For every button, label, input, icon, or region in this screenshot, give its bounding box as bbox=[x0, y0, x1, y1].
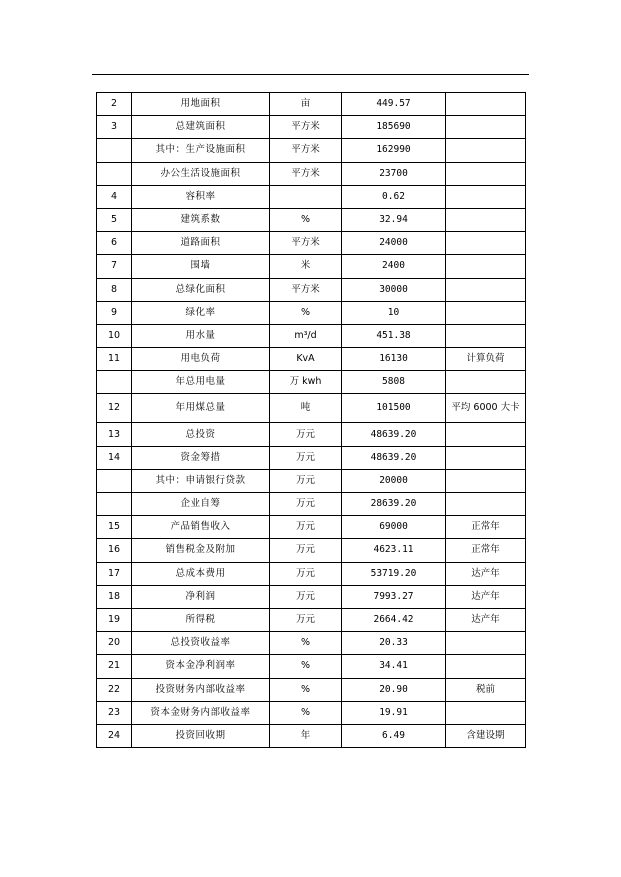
table-row bbox=[97, 348, 526, 371]
unit: 平方米 bbox=[270, 162, 342, 185]
unit: 万元 bbox=[270, 608, 342, 631]
row-number bbox=[97, 493, 132, 516]
table-row bbox=[97, 678, 526, 701]
unit: % bbox=[270, 701, 342, 724]
item-name: 用水量 bbox=[132, 324, 270, 347]
row-number: 12 bbox=[97, 394, 132, 423]
item-name: 道路面积 bbox=[132, 232, 270, 255]
table-row bbox=[97, 93, 526, 116]
value: 5808 bbox=[342, 371, 446, 394]
value: 20.90 bbox=[342, 678, 446, 701]
value: 2400 bbox=[342, 255, 446, 278]
table-row bbox=[97, 701, 526, 724]
unit: % bbox=[270, 655, 342, 678]
value: 28639.20 bbox=[342, 493, 446, 516]
item-name: 总投资收益率 bbox=[132, 632, 270, 655]
note bbox=[446, 655, 526, 678]
note: 税前 bbox=[446, 678, 526, 701]
item-name: 年总用电量 bbox=[132, 371, 270, 394]
unit: m³/d bbox=[270, 324, 342, 347]
note: 含建设期 bbox=[446, 724, 526, 747]
value: 23700 bbox=[342, 162, 446, 185]
note: 达产年 bbox=[446, 585, 526, 608]
row-number: 16 bbox=[97, 539, 132, 562]
item-name: 总建筑面积 bbox=[132, 116, 270, 139]
value: 19.91 bbox=[342, 701, 446, 724]
value: 20.33 bbox=[342, 632, 446, 655]
item-name: 资本金净利润率 bbox=[132, 655, 270, 678]
value: 0.62 bbox=[342, 185, 446, 208]
item-name: 所得税 bbox=[132, 608, 270, 631]
row-number: 11 bbox=[97, 348, 132, 371]
value: 162990 bbox=[342, 139, 446, 162]
value: 6.49 bbox=[342, 724, 446, 747]
note: 正常年 bbox=[446, 539, 526, 562]
note bbox=[446, 208, 526, 231]
unit: 平方米 bbox=[270, 116, 342, 139]
table-row bbox=[97, 139, 526, 162]
unit: 吨 bbox=[270, 394, 342, 423]
row-number: 10 bbox=[97, 324, 132, 347]
row-number bbox=[97, 139, 132, 162]
note bbox=[446, 278, 526, 301]
unit: 万元 bbox=[270, 446, 342, 469]
table-row bbox=[97, 539, 526, 562]
value: 32.94 bbox=[342, 208, 446, 231]
row-number bbox=[97, 371, 132, 394]
note bbox=[446, 423, 526, 446]
note bbox=[446, 255, 526, 278]
row-number: 5 bbox=[97, 208, 132, 231]
item-name: 投资财务内部收益率 bbox=[132, 678, 270, 701]
note bbox=[446, 469, 526, 492]
table-row bbox=[97, 232, 526, 255]
row-number: 22 bbox=[97, 678, 132, 701]
unit: KvA bbox=[270, 348, 342, 371]
item-name: 绿化率 bbox=[132, 301, 270, 324]
row-number: 20 bbox=[97, 632, 132, 655]
row-number: 2 bbox=[97, 93, 132, 116]
item-name: 年用煤总量 bbox=[132, 394, 270, 423]
unit: 万元 bbox=[270, 516, 342, 539]
row-number: 6 bbox=[97, 232, 132, 255]
unit: 万元 bbox=[270, 469, 342, 492]
row-number: 14 bbox=[97, 446, 132, 469]
unit bbox=[270, 185, 342, 208]
table-row bbox=[97, 423, 526, 446]
row-number: 15 bbox=[97, 516, 132, 539]
note bbox=[446, 162, 526, 185]
row-number: 8 bbox=[97, 278, 132, 301]
value: 69000 bbox=[342, 516, 446, 539]
note: 计算负荷 bbox=[446, 348, 526, 371]
note bbox=[446, 446, 526, 469]
note bbox=[446, 701, 526, 724]
item-name: 产品销售收入 bbox=[132, 516, 270, 539]
unit: 平方米 bbox=[270, 139, 342, 162]
unit: 万元 bbox=[270, 493, 342, 516]
table-row bbox=[97, 255, 526, 278]
table-row bbox=[97, 562, 526, 585]
value: 20000 bbox=[342, 469, 446, 492]
note bbox=[446, 116, 526, 139]
value: 48639.20 bbox=[342, 446, 446, 469]
value: 30000 bbox=[342, 278, 446, 301]
table-row bbox=[97, 724, 526, 747]
note bbox=[446, 301, 526, 324]
unit: 亩 bbox=[270, 93, 342, 116]
table-row bbox=[97, 608, 526, 631]
unit: 年 bbox=[270, 724, 342, 747]
row-number: 9 bbox=[97, 301, 132, 324]
item-name: 企业自筹 bbox=[132, 493, 270, 516]
value: 4623.11 bbox=[342, 539, 446, 562]
value: 449.57 bbox=[342, 93, 446, 116]
item-name: 办公生活设施面积 bbox=[132, 162, 270, 185]
note bbox=[446, 93, 526, 116]
note bbox=[446, 324, 526, 347]
table-row bbox=[97, 324, 526, 347]
value: 7993.27 bbox=[342, 585, 446, 608]
header-rule bbox=[92, 74, 529, 75]
item-name: 销售税金及附加 bbox=[132, 539, 270, 562]
indicator-table bbox=[96, 92, 526, 748]
table-row bbox=[97, 493, 526, 516]
value: 185690 bbox=[342, 116, 446, 139]
note bbox=[446, 493, 526, 516]
note bbox=[446, 371, 526, 394]
table-row bbox=[97, 446, 526, 469]
row-number: 17 bbox=[97, 562, 132, 585]
table-body bbox=[97, 93, 526, 748]
row-number: 23 bbox=[97, 701, 132, 724]
value: 16130 bbox=[342, 348, 446, 371]
table-row bbox=[97, 185, 526, 208]
item-name: 总成本费用 bbox=[132, 562, 270, 585]
table-row bbox=[97, 116, 526, 139]
note: 达产年 bbox=[446, 608, 526, 631]
table-row bbox=[97, 394, 526, 423]
row-number: 4 bbox=[97, 185, 132, 208]
value: 451.38 bbox=[342, 324, 446, 347]
value: 53719.20 bbox=[342, 562, 446, 585]
table-row bbox=[97, 301, 526, 324]
item-name: 其中：申请银行贷款 bbox=[132, 469, 270, 492]
note bbox=[446, 139, 526, 162]
item-name: 其中：生产设施面积 bbox=[132, 139, 270, 162]
item-name: 净利润 bbox=[132, 585, 270, 608]
value: 10 bbox=[342, 301, 446, 324]
item-name: 围墙 bbox=[132, 255, 270, 278]
row-number: 3 bbox=[97, 116, 132, 139]
item-name: 用地面积 bbox=[132, 93, 270, 116]
unit: 平方米 bbox=[270, 232, 342, 255]
row-number bbox=[97, 162, 132, 185]
unit: % bbox=[270, 301, 342, 324]
note bbox=[446, 632, 526, 655]
unit: 万元 bbox=[270, 585, 342, 608]
item-name: 资金筹措 bbox=[132, 446, 270, 469]
table-row bbox=[97, 371, 526, 394]
table-row bbox=[97, 278, 526, 301]
row-number: 18 bbox=[97, 585, 132, 608]
item-name: 投资回收期 bbox=[132, 724, 270, 747]
table-row bbox=[97, 585, 526, 608]
note: 正常年 bbox=[446, 516, 526, 539]
item-name: 容积率 bbox=[132, 185, 270, 208]
unit: 平方米 bbox=[270, 278, 342, 301]
table-row bbox=[97, 516, 526, 539]
value: 34.41 bbox=[342, 655, 446, 678]
unit: 米 bbox=[270, 255, 342, 278]
row-number bbox=[97, 469, 132, 492]
table-row bbox=[97, 655, 526, 678]
unit: % bbox=[270, 678, 342, 701]
item-name: 总绿化面积 bbox=[132, 278, 270, 301]
unit: 万元 bbox=[270, 562, 342, 585]
item-name: 建筑系数 bbox=[132, 208, 270, 231]
row-number: 7 bbox=[97, 255, 132, 278]
note: 达产年 bbox=[446, 562, 526, 585]
table-row bbox=[97, 632, 526, 655]
row-number: 24 bbox=[97, 724, 132, 747]
row-number: 21 bbox=[97, 655, 132, 678]
note bbox=[446, 185, 526, 208]
table-row bbox=[97, 469, 526, 492]
table-row bbox=[97, 162, 526, 185]
value: 101500 bbox=[342, 394, 446, 423]
item-name: 资本金财务内部收益率 bbox=[132, 701, 270, 724]
table-row bbox=[97, 208, 526, 231]
value: 24000 bbox=[342, 232, 446, 255]
unit: 万元 bbox=[270, 423, 342, 446]
item-name: 用电负荷 bbox=[132, 348, 270, 371]
item-name: 总投资 bbox=[132, 423, 270, 446]
row-number: 13 bbox=[97, 423, 132, 446]
unit: % bbox=[270, 208, 342, 231]
note: 平均 6000 大卡 bbox=[446, 394, 526, 423]
row-number: 19 bbox=[97, 608, 132, 631]
value: 48639.20 bbox=[342, 423, 446, 446]
unit: 万元 bbox=[270, 539, 342, 562]
unit: % bbox=[270, 632, 342, 655]
note bbox=[446, 232, 526, 255]
unit: 万 kwh bbox=[270, 371, 342, 394]
value: 2664.42 bbox=[342, 608, 446, 631]
